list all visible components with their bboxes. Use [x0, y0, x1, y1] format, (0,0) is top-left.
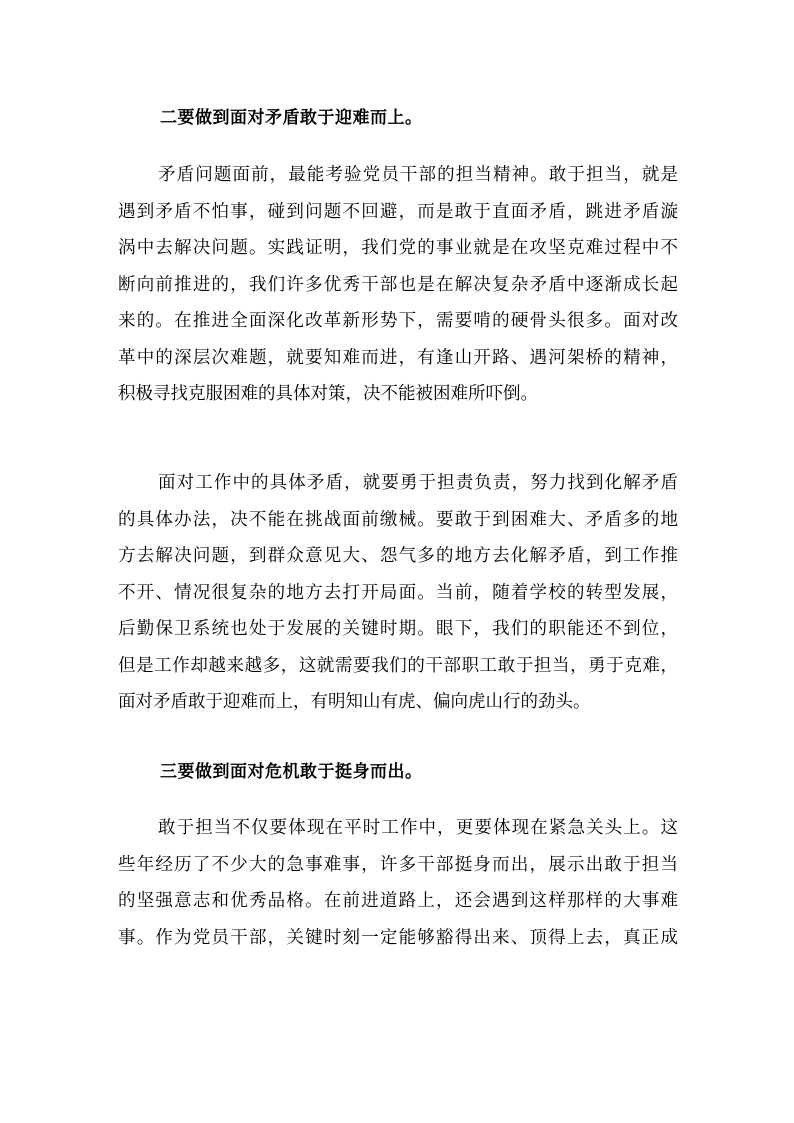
paragraph-line: 后勤保卫系统也处于发展的关键时期。眼下，我们的职能还不到位， [118, 619, 678, 639]
paragraph-line: 些年经历了不少大的急事难事，许多干部挺身而出，展示出敢于担当 [118, 854, 678, 875]
paragraph-1 [118, 165, 678, 421]
paragraph-line: 方去解决问题，到群众意见大、怨气多的地方去化解矛盾，到工作推 [118, 546, 678, 566]
section-heading-3: 三要做到面对危机敢于挺身而出。 [160, 762, 423, 782]
paragraph-line: 涡中去解决问题。实践证明，我们党的事业就是在攻坚克难过程中不 [118, 238, 678, 258]
paragraph-line: 的具体办法，决不能在挑战面前缴械。要敢于到困难大、矛盾多的地 [118, 509, 678, 530]
paragraph-3 [118, 818, 678, 964]
paragraph-line: 遇到矛盾不怕事，碰到问题不回避，而是敢于直面矛盾，跳进矛盾漩 [118, 201, 678, 222]
paragraph-line: 敢于担当不仅要体现在平时工作中，更要体现在紧急关头上。这 [158, 818, 678, 838]
paragraph-line: 来的。在推进全面深化改革新形势下，需要啃的硬骨头很多。面对改 [118, 311, 678, 331]
paragraph-line: 断向前推进的，我们许多优秀干部也是在解决复杂矛盾中逐渐成长起 [118, 274, 678, 295]
paragraph-line: 不开、情况很复杂的地方去打开局面。当前，随着学校的转型发展， [118, 582, 678, 603]
paragraph-line: 积极寻找克服困难的具体对策，决不能被困难所吓倒。 [118, 384, 538, 404]
paragraph-line: 面对工作中的具体矛盾，就要勇于担责负责，努力找到化解矛盾 [158, 473, 678, 493]
paragraph-line: 但是工作却越来越多，这就需要我们的干部职工敢于担当，勇于克难， [118, 655, 678, 676]
paragraph-line: 的坚强意志和优秀品格。在前进道路上，还会遇到这样那样的大事难 [118, 891, 678, 911]
section-heading-2: 二要做到面对矛盾敢于迎难而上。 [160, 108, 423, 128]
paragraph-line: 矛盾问题面前，最能考验党员干部的担当精神。敢于担当，就是 [158, 165, 678, 185]
paragraph-line: 革中的深层次难题，就要知难而进，有逢山开路、遇河架桥的精神， [118, 347, 678, 368]
paragraph-line: 面对矛盾敢于迎难而上，有明知山有虎、偏向虎山行的劲头。 [118, 692, 591, 712]
paragraph-line: 事。作为党员干部，关键时刻一定能够豁得出来、顶得上去，真正成 [118, 927, 678, 948]
paragraph-2 [118, 473, 678, 729]
